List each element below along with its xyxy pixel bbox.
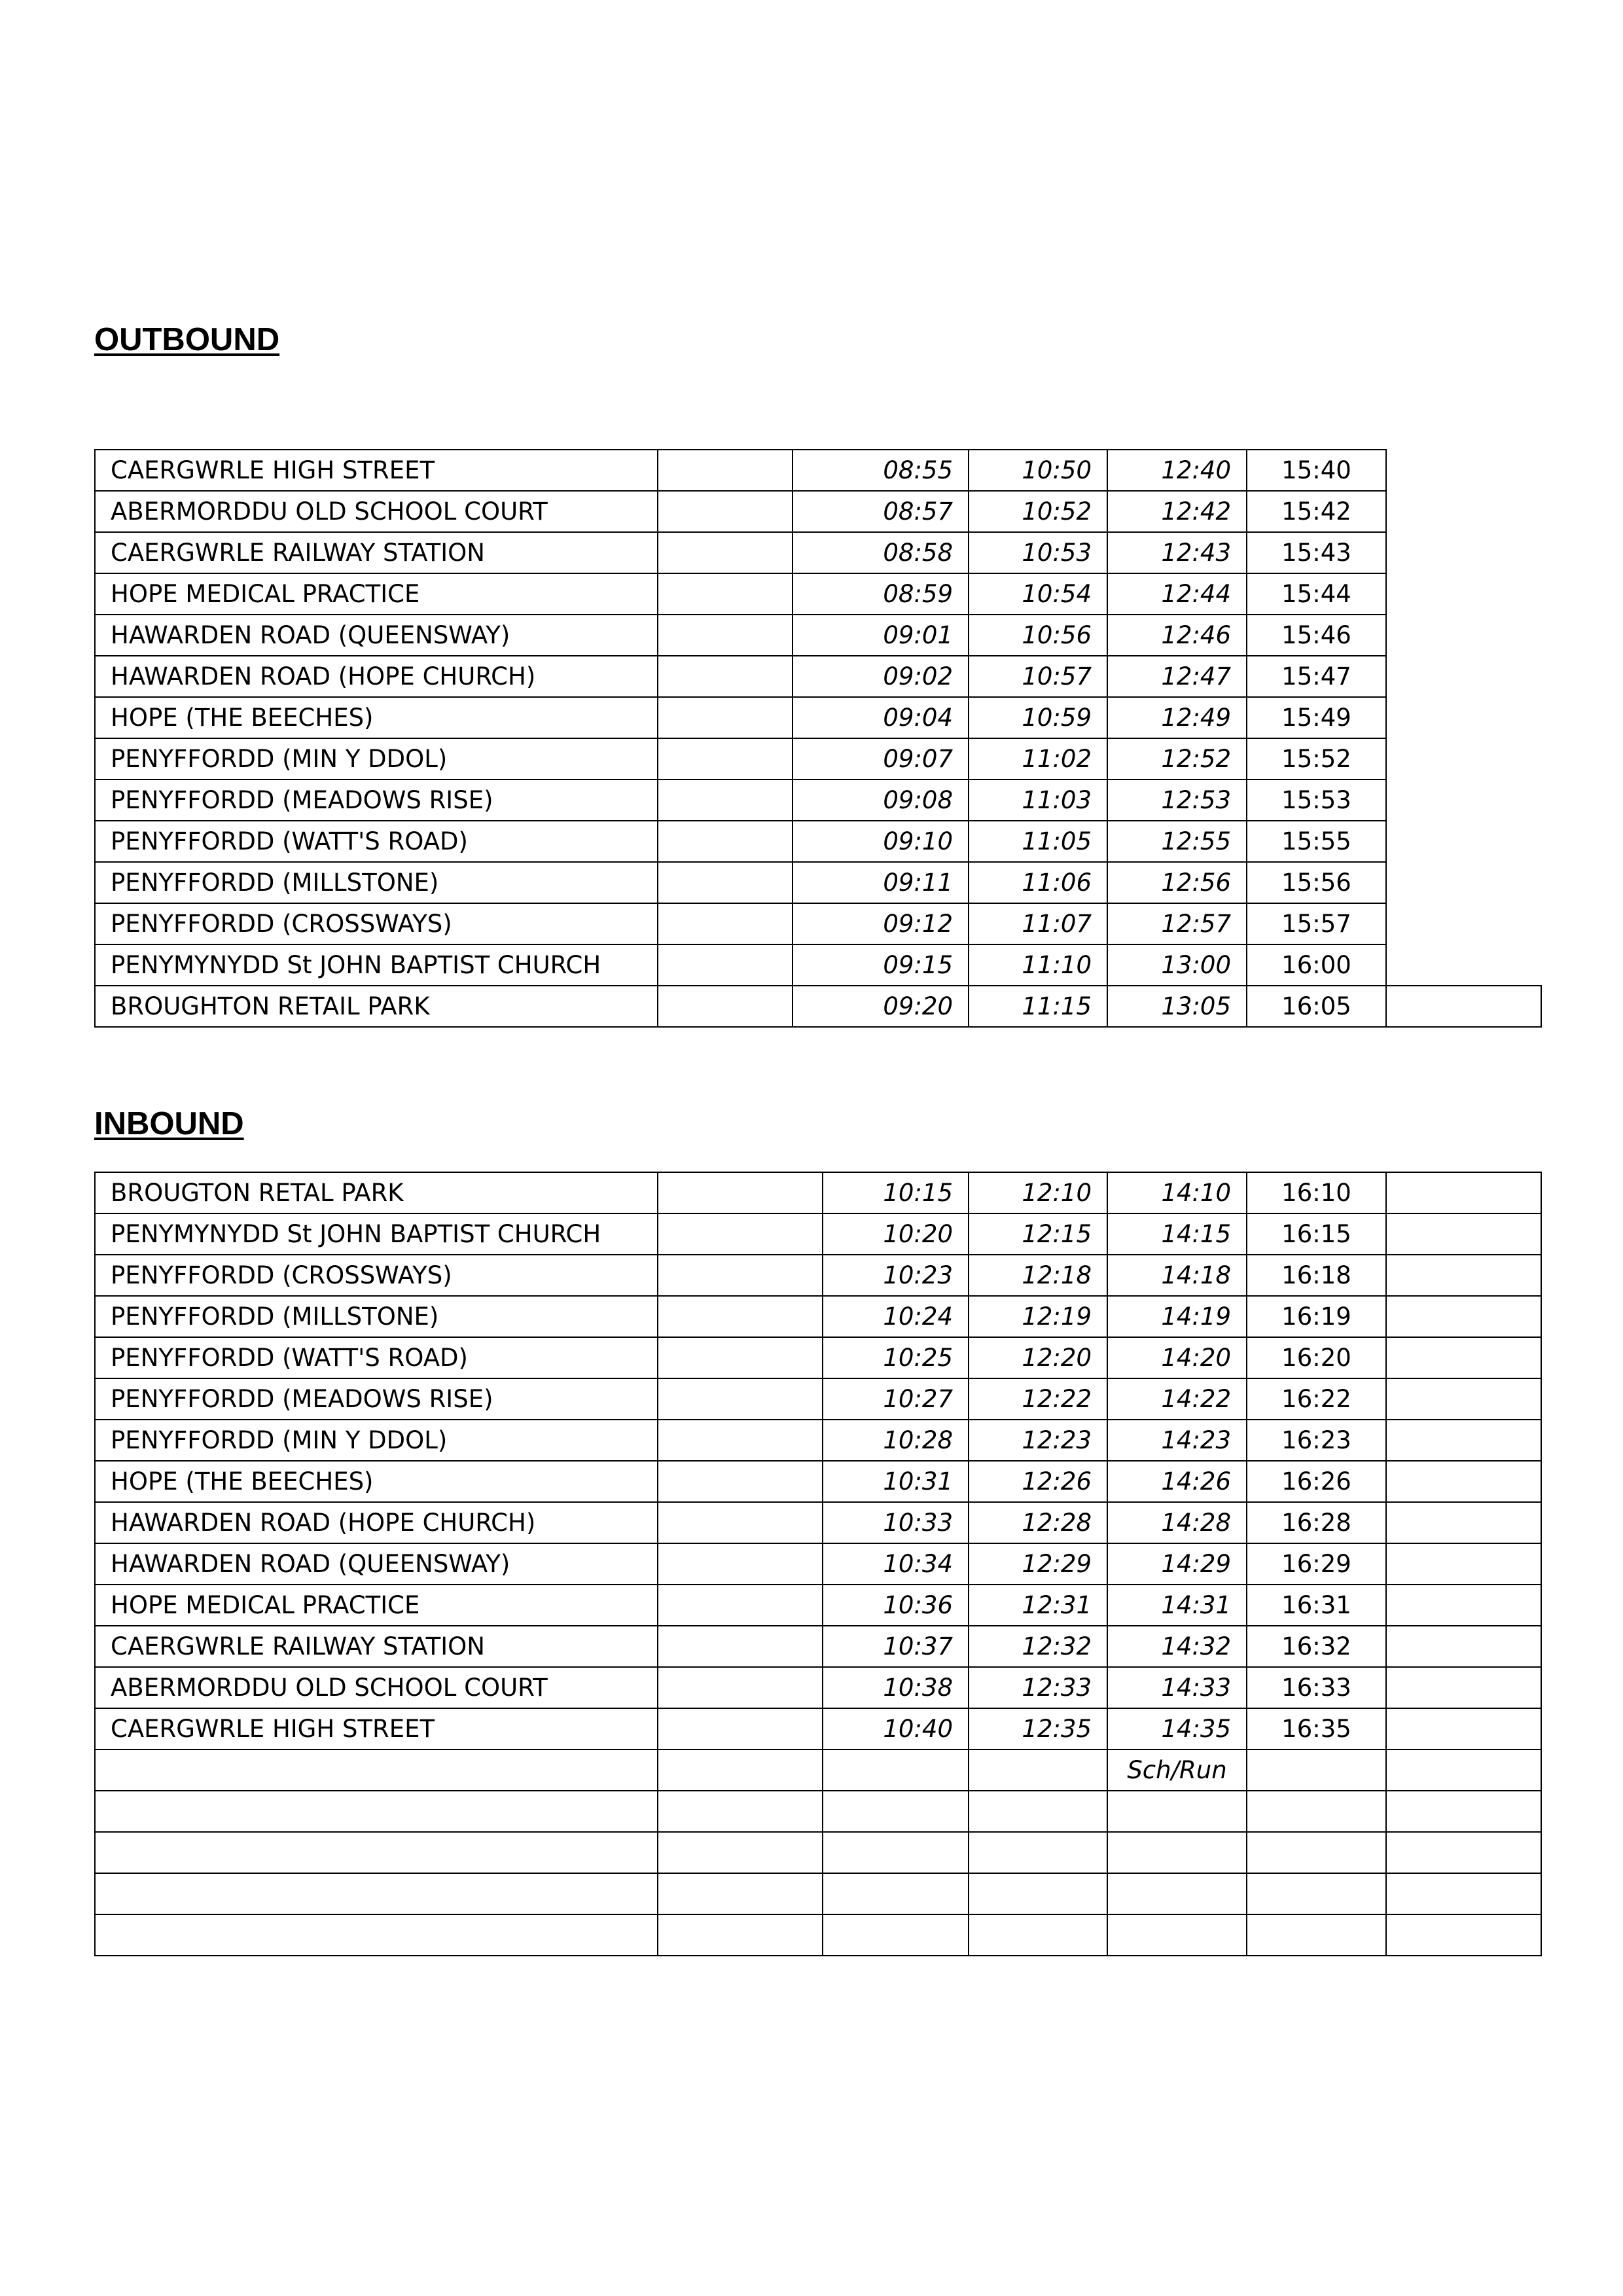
blank-cell	[1386, 986, 1541, 1027]
departure-time: 11:02	[969, 738, 1107, 780]
blank-cell	[95, 1791, 658, 1832]
stop-name: PENYFFORDD (MIN Y DDOL)	[95, 738, 658, 780]
stop-name: ABERMORDDU OLD SCHOOL COURT	[95, 1667, 658, 1708]
blank-cell	[95, 1873, 658, 1914]
departure-time: 11:10	[969, 944, 1107, 986]
departure-time: 10:50	[969, 450, 1107, 491]
stop-name: PENYFFORDD (MIN Y DDOL)	[95, 1420, 658, 1461]
blank-cell	[658, 1708, 823, 1749]
departure-time: 11:06	[969, 862, 1107, 903]
stop-name: BROUGHTON RETAIL PARK	[95, 986, 658, 1027]
departure-time: 10:36	[823, 1585, 969, 1626]
blank-cell	[658, 821, 793, 862]
blank-cell	[658, 1296, 823, 1337]
departure-time: 10:57	[969, 656, 1107, 697]
blank-cell	[658, 1502, 823, 1543]
blank-cell	[1386, 780, 1541, 821]
table-row	[95, 532, 1541, 573]
departure-time: 10:33	[823, 1502, 969, 1543]
departure-time: 12:46	[1107, 615, 1247, 656]
blank-cell	[1107, 1791, 1247, 1832]
departure-time: 09:10	[793, 821, 969, 862]
departure-time: 12:43	[1107, 532, 1247, 573]
stop-name: BROUGTON RETAL PARK	[95, 1172, 658, 1213]
departure-time: 11:05	[969, 821, 1107, 862]
departure-time: 14:29	[1107, 1543, 1247, 1585]
blank-cell	[658, 1749, 823, 1791]
departure-time: 16:29	[1247, 1543, 1386, 1585]
departure-time: 12:53	[1107, 780, 1247, 821]
table-row	[95, 738, 1541, 780]
departure-time: 13:00	[1107, 944, 1247, 986]
departure-time: 16:35	[1247, 1708, 1386, 1749]
departure-time: 15:57	[1247, 903, 1386, 944]
departure-time: 09:11	[793, 862, 969, 903]
blank-cell	[1386, 821, 1541, 862]
blank-cell	[1386, 944, 1541, 986]
departure-time: 12:32	[969, 1626, 1107, 1667]
schedule-note: Sch/Run	[1107, 1749, 1247, 1791]
blank-cell	[658, 450, 793, 491]
stop-name: HAWARDEN ROAD (QUEENSWAY)	[95, 615, 658, 656]
departure-time: 10:37	[823, 1626, 969, 1667]
departure-time: 16:20	[1247, 1337, 1386, 1378]
blank-cell	[1386, 1420, 1541, 1461]
table-row	[95, 1667, 1541, 1708]
departure-time: 15:46	[1247, 615, 1386, 656]
blank-cell	[1247, 1791, 1386, 1832]
blank-cell	[1386, 450, 1541, 491]
departure-time: 10:34	[823, 1543, 969, 1585]
table-row	[95, 450, 1541, 491]
departure-time: 11:03	[969, 780, 1107, 821]
departure-time: 16:33	[1247, 1667, 1386, 1708]
stop-name: CAERGWRLE RAILWAY STATION	[95, 1626, 658, 1667]
departure-time: 10:27	[823, 1378, 969, 1420]
stop-name: PENYFFORDD (CROSSWAYS)	[95, 1255, 658, 1296]
departure-time: 10:54	[969, 573, 1107, 615]
departure-time: 10:24	[823, 1296, 969, 1337]
blank-cell	[1386, 532, 1541, 573]
table-row	[95, 615, 1541, 656]
blank-cell	[1247, 1914, 1386, 1956]
departure-time: 12:28	[969, 1502, 1107, 1543]
departure-time: 13:05	[1107, 986, 1247, 1027]
stop-name: HOPE MEDICAL PRACTICE	[95, 573, 658, 615]
departure-time: 14:10	[1107, 1172, 1247, 1213]
blank-cell	[1386, 1378, 1541, 1420]
departure-time: 14:28	[1107, 1502, 1247, 1543]
stop-name: CAERGWRLE RAILWAY STATION	[95, 532, 658, 573]
stop-name: HAWARDEN ROAD (QUEENSWAY)	[95, 1543, 658, 1585]
blank-cell	[1247, 1832, 1386, 1873]
blank-cell	[1386, 491, 1541, 532]
blank-cell	[658, 532, 793, 573]
departure-time: 14:22	[1107, 1378, 1247, 1420]
table-row	[95, 821, 1541, 862]
departure-time: 10:28	[823, 1420, 969, 1461]
departure-time: 09:04	[793, 697, 969, 738]
blank-cell	[1386, 1543, 1541, 1585]
departure-time: 08:55	[793, 450, 969, 491]
blank-row	[95, 1832, 1541, 1873]
table-row	[95, 1172, 1541, 1213]
blank-cell	[823, 1873, 969, 1914]
blank-cell	[1386, 1255, 1541, 1296]
departure-time: 16:23	[1247, 1420, 1386, 1461]
blank-cell	[658, 1420, 823, 1461]
departure-time: 15:44	[1247, 573, 1386, 615]
table-row	[95, 1296, 1541, 1337]
table-row	[95, 1420, 1541, 1461]
blank-cell	[1386, 1585, 1541, 1626]
stop-name: HOPE (THE BEECHES)	[95, 697, 658, 738]
stop-name: CAERGWRLE HIGH STREET	[95, 1708, 658, 1749]
departure-time: 14:26	[1107, 1461, 1247, 1502]
blank-cell	[823, 1791, 969, 1832]
departure-time: 10:52	[969, 491, 1107, 532]
inbound-timetable	[94, 1172, 1542, 1956]
blank-cell	[658, 1337, 823, 1378]
departure-time: 10:56	[969, 615, 1107, 656]
stop-name: PENYMYNYDD St JOHN BAPTIST CHURCH	[95, 944, 658, 986]
departure-time: 16:15	[1247, 1213, 1386, 1255]
departure-time: 12:47	[1107, 656, 1247, 697]
blank-cell	[969, 1832, 1107, 1873]
blank-cell	[1386, 1708, 1541, 1749]
departure-time: 14:35	[1107, 1708, 1247, 1749]
departure-time: 12:42	[1107, 491, 1247, 532]
departure-time: 14:31	[1107, 1585, 1247, 1626]
blank-row	[95, 1791, 1541, 1832]
departure-time: 12:20	[969, 1337, 1107, 1378]
blank-cell	[1386, 1296, 1541, 1337]
table-row	[95, 1708, 1541, 1749]
blank-cell	[1386, 903, 1541, 944]
blank-cell	[969, 1914, 1107, 1956]
blank-cell	[1386, 1213, 1541, 1255]
stop-name: HOPE (THE BEECHES)	[95, 1461, 658, 1502]
departure-time: 11:15	[969, 986, 1107, 1027]
table-row	[95, 780, 1541, 821]
departure-time: 16:28	[1247, 1502, 1386, 1543]
departure-time: 14:15	[1107, 1213, 1247, 1255]
blank-cell	[823, 1832, 969, 1873]
blank-cell	[1386, 1749, 1541, 1791]
table-row	[95, 1585, 1541, 1626]
blank-cell	[658, 944, 793, 986]
departure-time: 15:42	[1247, 491, 1386, 532]
blank-cell	[658, 1585, 823, 1626]
table-row	[95, 491, 1541, 532]
table-row	[95, 1378, 1541, 1420]
departure-time: 10:20	[823, 1213, 969, 1255]
blank-cell	[658, 738, 793, 780]
table-row	[95, 1337, 1541, 1378]
stop-name: HAWARDEN ROAD (HOPE CHURCH)	[95, 656, 658, 697]
blank-cell	[1386, 1626, 1541, 1667]
table-row	[95, 862, 1541, 903]
blank-cell	[969, 1749, 1107, 1791]
blank-cell	[1386, 862, 1541, 903]
inbound-heading: INBOUND	[94, 1106, 244, 1141]
departure-time: 12:29	[969, 1543, 1107, 1585]
departure-time: 16:00	[1247, 944, 1386, 986]
blank-cell	[1247, 1873, 1386, 1914]
blank-cell	[1386, 1337, 1541, 1378]
departure-time: 14:23	[1107, 1420, 1247, 1461]
blank-cell	[658, 1667, 823, 1708]
blank-cell	[95, 1832, 658, 1873]
blank-cell	[1386, 738, 1541, 780]
table-row	[95, 1626, 1541, 1667]
blank-cell	[658, 1543, 823, 1585]
table-row	[95, 1502, 1541, 1543]
blank-cell	[658, 697, 793, 738]
blank-cell	[658, 780, 793, 821]
departure-time: 12:52	[1107, 738, 1247, 780]
blank-cell	[658, 1172, 823, 1213]
blank-cell	[658, 903, 793, 944]
stop-name: PENYFFORDD (WATT'S ROAD)	[95, 1337, 658, 1378]
departure-time: 10:25	[823, 1337, 969, 1378]
departure-time: 12:22	[969, 1378, 1107, 1420]
blank-cell	[1386, 1791, 1541, 1832]
stop-name: PENYFFORDD (WATT'S ROAD)	[95, 821, 658, 862]
blank-row	[95, 1873, 1541, 1914]
blank-cell	[1386, 697, 1541, 738]
blank-cell	[1386, 1502, 1541, 1543]
stop-name: HAWARDEN ROAD (HOPE CHURCH)	[95, 1502, 658, 1543]
stop-name: PENYFFORDD (MEADOWS RISE)	[95, 1378, 658, 1420]
departure-time: 10:15	[823, 1172, 969, 1213]
departure-time: 15:40	[1247, 450, 1386, 491]
departure-time: 16:26	[1247, 1461, 1386, 1502]
blank-cell	[95, 1914, 658, 1956]
departure-time: 12:26	[969, 1461, 1107, 1502]
blank-cell	[1386, 1873, 1541, 1914]
departure-time: 12:56	[1107, 862, 1247, 903]
departure-time: 14:32	[1107, 1626, 1247, 1667]
departure-time: 12:23	[969, 1420, 1107, 1461]
departure-time: 12:44	[1107, 573, 1247, 615]
departure-time: 15:52	[1247, 738, 1386, 780]
table-row	[95, 697, 1541, 738]
blank-cell	[658, 1255, 823, 1296]
blank-cell	[1107, 1832, 1247, 1873]
departure-time: 15:49	[1247, 697, 1386, 738]
blank-cell	[1386, 615, 1541, 656]
blank-cell	[658, 1791, 823, 1832]
blank-cell	[1386, 573, 1541, 615]
departure-time: 10:31	[823, 1461, 969, 1502]
departure-time: 14:18	[1107, 1255, 1247, 1296]
stop-name: ABERMORDDU OLD SCHOOL COURT	[95, 491, 658, 532]
table-row	[95, 1543, 1541, 1585]
stop-name: PENYFFORDD (MILLSTONE)	[95, 1296, 658, 1337]
blank-cell	[658, 1914, 823, 1956]
departure-time: 12:33	[969, 1667, 1107, 1708]
departure-time: 16:19	[1247, 1296, 1386, 1337]
blank-cell	[658, 615, 793, 656]
blank-cell	[658, 1873, 823, 1914]
departure-time: 09:12	[793, 903, 969, 944]
stop-name: PENYFFORDD (MILLSTONE)	[95, 862, 658, 903]
blank-cell	[658, 491, 793, 532]
stop-name: CAERGWRLE HIGH STREET	[95, 450, 658, 491]
departure-time: 15:55	[1247, 821, 1386, 862]
blank-cell	[658, 1832, 823, 1873]
blank-row	[95, 1914, 1541, 1956]
blank-cell	[658, 1378, 823, 1420]
blank-cell	[1386, 1667, 1541, 1708]
departure-time: 12:55	[1107, 821, 1247, 862]
departure-time: 08:59	[793, 573, 969, 615]
departure-time: 09:01	[793, 615, 969, 656]
departure-time: 08:57	[793, 491, 969, 532]
departure-time: 12:49	[1107, 697, 1247, 738]
departure-time: 15:56	[1247, 862, 1386, 903]
blank-cell	[823, 1749, 969, 1791]
outbound-timetable	[94, 449, 1542, 1028]
table-row	[95, 986, 1541, 1027]
departure-time: 12:40	[1107, 450, 1247, 491]
departure-time: 10:53	[969, 532, 1107, 573]
departure-time: 16:31	[1247, 1585, 1386, 1626]
departure-time: 10:38	[823, 1667, 969, 1708]
departure-time: 14:20	[1107, 1337, 1247, 1378]
departure-time: 14:33	[1107, 1667, 1247, 1708]
table-row	[95, 1461, 1541, 1502]
blank-cell	[1386, 1461, 1541, 1502]
table-row	[95, 944, 1541, 986]
departure-time: 12:15	[969, 1213, 1107, 1255]
departure-time: 12:35	[969, 1708, 1107, 1749]
blank-cell	[658, 1213, 823, 1255]
blank-cell	[658, 1461, 823, 1502]
table-row	[95, 1255, 1541, 1296]
stop-name: PENYFFORDD (MEADOWS RISE)	[95, 780, 658, 821]
departure-time: 15:47	[1247, 656, 1386, 697]
blank-cell	[1247, 1749, 1386, 1791]
departure-time: 16:32	[1247, 1626, 1386, 1667]
departure-time: 09:20	[793, 986, 969, 1027]
departure-time: 10:23	[823, 1255, 969, 1296]
stop-name: HOPE MEDICAL PRACTICE	[95, 1585, 658, 1626]
departure-time: 12:57	[1107, 903, 1247, 944]
departure-time: 15:53	[1247, 780, 1386, 821]
departure-time: 16:05	[1247, 986, 1386, 1027]
departure-time: 11:07	[969, 903, 1107, 944]
blank-cell	[658, 1626, 823, 1667]
blank-cell	[969, 1873, 1107, 1914]
departure-time: 12:31	[969, 1585, 1107, 1626]
blank-cell	[1107, 1873, 1247, 1914]
outbound-heading: OUTBOUND	[94, 322, 280, 357]
departure-time: 16:10	[1247, 1172, 1386, 1213]
departure-time: 15:43	[1247, 532, 1386, 573]
departure-time: 16:18	[1247, 1255, 1386, 1296]
blank-cell	[1107, 1914, 1247, 1956]
departure-time: 12:10	[969, 1172, 1107, 1213]
stop-name: PENYMYNYDD St JOHN BAPTIST CHURCH	[95, 1213, 658, 1255]
blank-cell	[1386, 656, 1541, 697]
departure-time: 09:02	[793, 656, 969, 697]
departure-time: 12:18	[969, 1255, 1107, 1296]
note-row	[95, 1749, 1541, 1791]
table-row	[95, 903, 1541, 944]
departure-time: 14:19	[1107, 1296, 1247, 1337]
departure-time: 09:08	[793, 780, 969, 821]
blank-cell	[658, 862, 793, 903]
table-row	[95, 656, 1541, 697]
blank-cell	[658, 986, 793, 1027]
departure-time: 09:07	[793, 738, 969, 780]
blank-cell	[1386, 1832, 1541, 1873]
departure-time: 10:59	[969, 697, 1107, 738]
blank-cell	[823, 1914, 969, 1956]
blank-cell	[658, 573, 793, 615]
departure-time: 10:40	[823, 1708, 969, 1749]
departure-time: 08:58	[793, 532, 969, 573]
blank-cell	[1386, 1172, 1541, 1213]
blank-cell	[1386, 1914, 1541, 1956]
table-row	[95, 1213, 1541, 1255]
blank-cell	[969, 1791, 1107, 1832]
table-row	[95, 573, 1541, 615]
stop-name: PENYFFORDD (CROSSWAYS)	[95, 903, 658, 944]
departure-time: 09:15	[793, 944, 969, 986]
blank-cell	[658, 656, 793, 697]
blank-cell	[95, 1749, 658, 1791]
departure-time: 16:22	[1247, 1378, 1386, 1420]
departure-time: 12:19	[969, 1296, 1107, 1337]
